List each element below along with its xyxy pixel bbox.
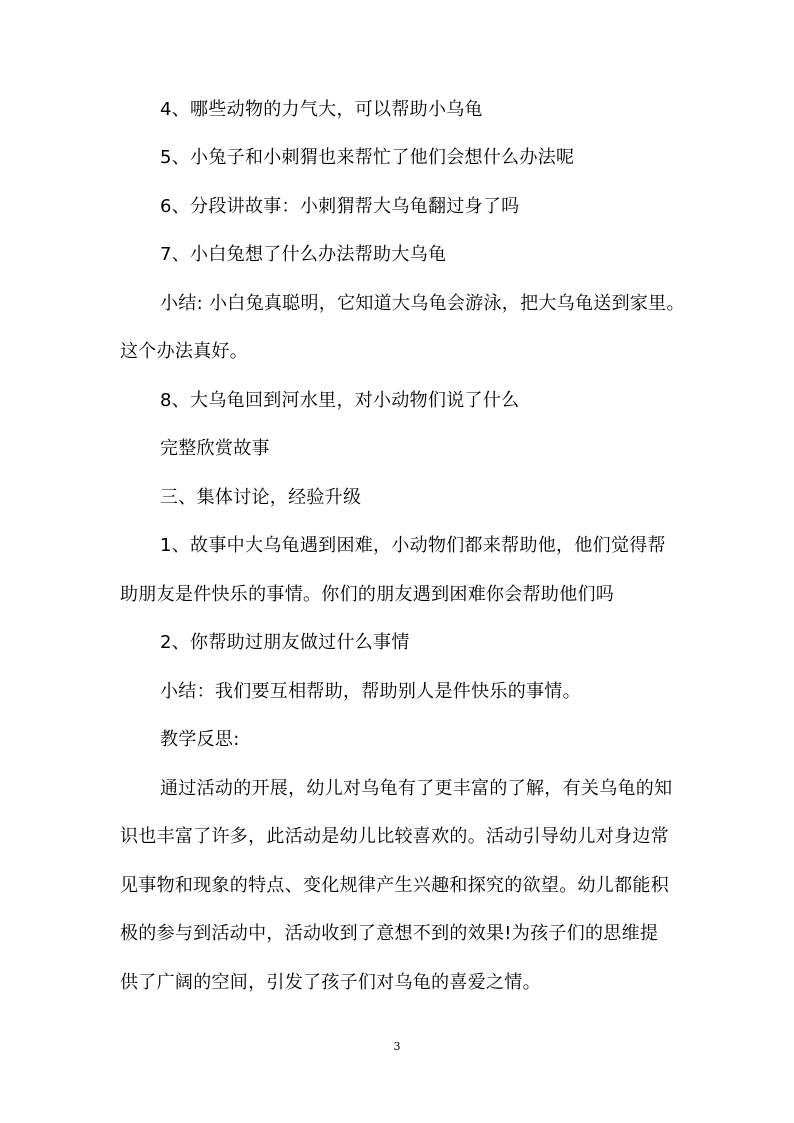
page-number: 3 (393, 1040, 401, 1053)
section-heading: 教学反思: (160, 729, 240, 750)
paragraph-line: 完整欣赏故事 (160, 438, 270, 459)
paragraph-line: 小结: 小白兔真聪明，它知道大乌龟会游泳，把大乌龟送到家里。 (160, 293, 685, 314)
paragraph-line: 5、小兔子和小刺猬也来帮忙了他们会想什么办法呢 (160, 147, 575, 168)
paragraph-line: 助朋友是件快乐的事情。你们的朋友遇到困难你会帮助他们吗 (120, 584, 615, 605)
paragraph-line: 见事物和现象的特点、变化规律产生兴趣和探究的欲望。幼儿都能积 (120, 875, 669, 896)
paragraph-line: 1、故事中大乌龟遇到困难，小动物们都来帮助他，他们觉得帮 (160, 535, 666, 556)
paragraph-line: 4、哪些动物的力气大，可以帮助小乌龟 (160, 99, 483, 120)
paragraph-line: 极的参与到活动中，活动收到了意想不到的效果!为孩子们的思维提 (120, 923, 659, 944)
paragraph-line: 小结：我们要互相帮助，帮助别人是件快乐的事情。 (160, 681, 581, 702)
paragraph-line: 这个办法真好。 (120, 341, 249, 362)
paragraph-line: 2、你帮助过朋友做过什么事情 (160, 632, 410, 653)
section-heading: 三、集体讨论，经验升级 (160, 487, 362, 508)
paragraph-line: 7、小白兔想了什么办法帮助大乌龟 (160, 244, 447, 265)
paragraph-line: 识也丰富了许多，此活动是幼儿比较喜欢的。活动引导幼儿对身边常 (120, 826, 669, 847)
paragraph-line: 通过活动的开展，幼儿对乌龟有了更丰富的了解，有关乌龟的知 (160, 778, 673, 799)
paragraph-line: 6、分段讲故事：小刺猬帮大乌龟翻过身了吗 (160, 196, 520, 217)
paragraph-line: 供了广阔的空间，引发了孩子们对乌龟的喜爱之情。 (120, 972, 541, 993)
paragraph-line: 8、大乌龟回到河水里，对小动物们说了什么 (160, 390, 520, 411)
